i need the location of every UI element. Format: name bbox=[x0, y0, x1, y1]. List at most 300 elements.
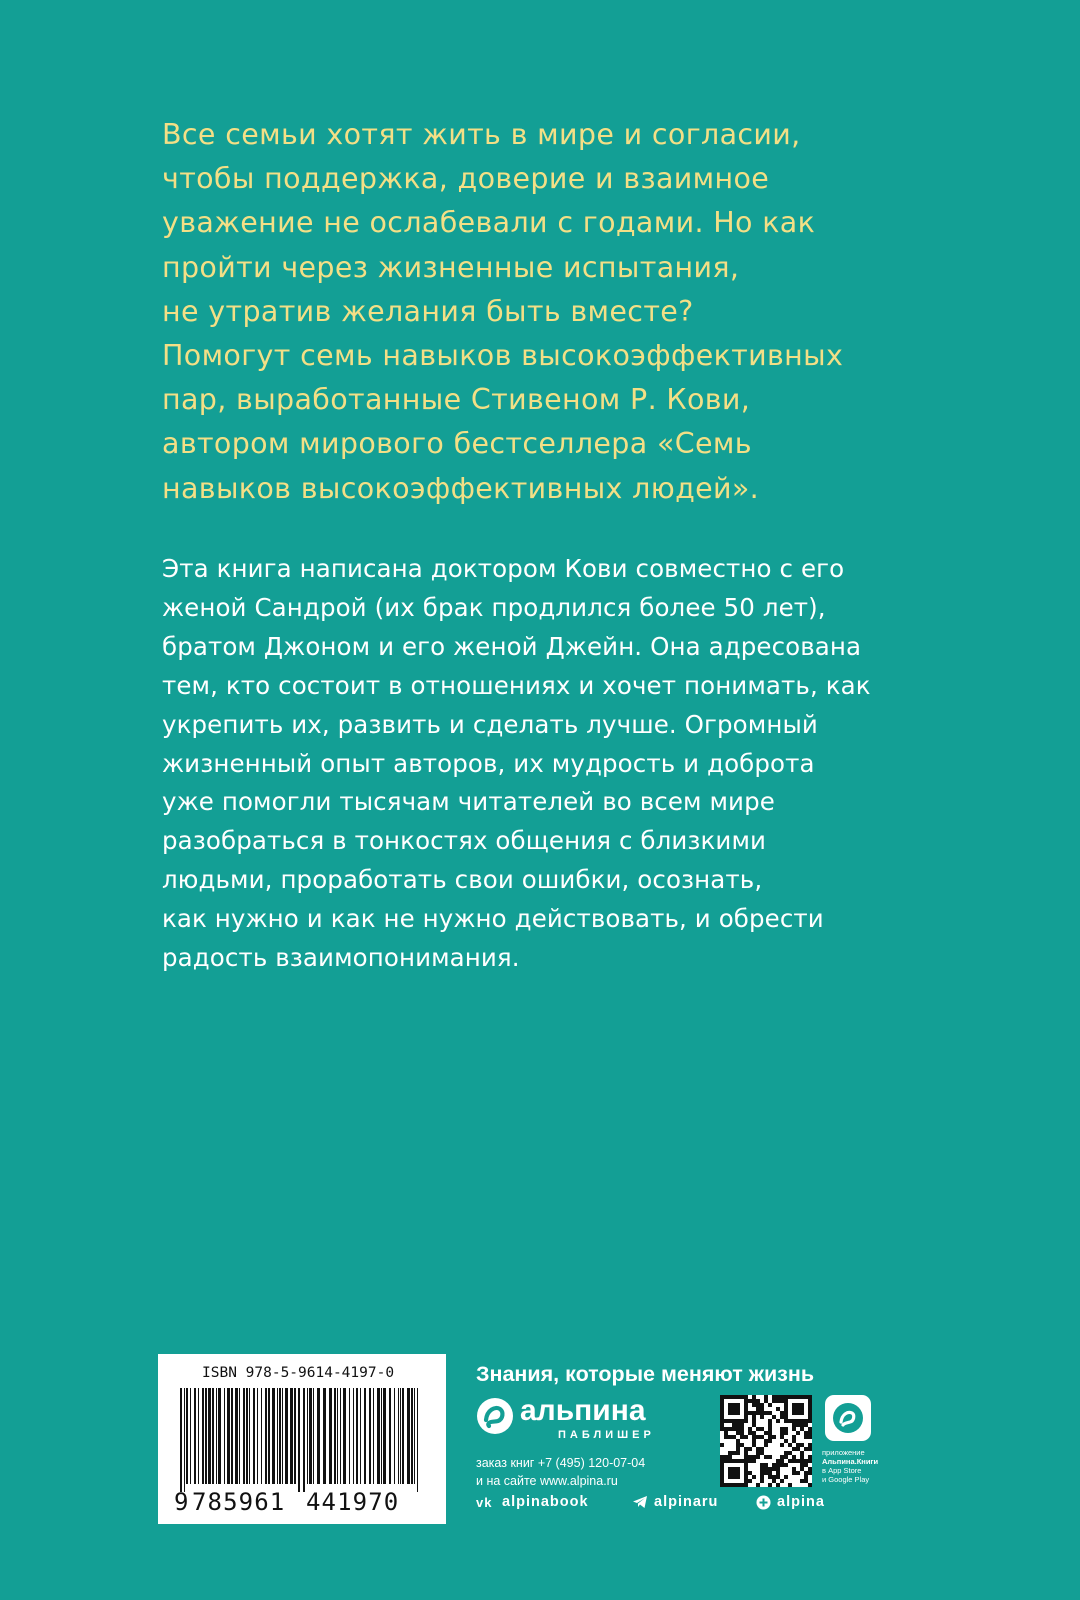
qr-module bbox=[764, 1439, 768, 1443]
barcode-bar bbox=[411, 1388, 413, 1484]
qr-module bbox=[780, 1479, 784, 1483]
qr-module bbox=[744, 1451, 748, 1455]
qr-module bbox=[784, 1475, 788, 1479]
qr-module bbox=[800, 1395, 804, 1399]
barcode-bar bbox=[356, 1388, 358, 1484]
barcode-bar bbox=[402, 1388, 404, 1484]
qr-module bbox=[744, 1475, 748, 1479]
barcode-bar bbox=[329, 1388, 332, 1484]
qr-module bbox=[772, 1467, 776, 1471]
qr-module bbox=[760, 1435, 764, 1439]
qr-module bbox=[736, 1451, 740, 1455]
qr-module bbox=[728, 1407, 732, 1411]
qr-module bbox=[780, 1395, 784, 1399]
isbn-barcode bbox=[158, 1354, 446, 1524]
qr-module bbox=[808, 1399, 812, 1403]
qr-module bbox=[760, 1403, 764, 1407]
qr-module bbox=[772, 1435, 776, 1439]
body-line: Эта книга написана доктором Кови совместно с его bbox=[162, 554, 845, 583]
barcode-bar bbox=[231, 1388, 233, 1484]
qr-module bbox=[756, 1407, 760, 1411]
qr-module bbox=[740, 1423, 744, 1427]
qr-module bbox=[784, 1415, 788, 1419]
qr-module bbox=[752, 1439, 756, 1443]
qr-module bbox=[760, 1411, 764, 1415]
qr-module bbox=[760, 1467, 764, 1471]
qr-module bbox=[800, 1459, 804, 1463]
qr-module bbox=[752, 1423, 756, 1427]
lead-line: чтобы поддержка, доверие и взаимное bbox=[162, 162, 770, 196]
qr-module bbox=[740, 1395, 744, 1399]
qr-module bbox=[744, 1467, 748, 1471]
vk-icon bbox=[476, 1495, 496, 1509]
qr-module bbox=[744, 1419, 748, 1423]
qr-module bbox=[736, 1407, 740, 1411]
qr-module bbox=[732, 1423, 736, 1427]
qr-module bbox=[780, 1463, 784, 1467]
qr-module bbox=[728, 1411, 732, 1415]
barcode-bar bbox=[360, 1388, 361, 1484]
qr-module bbox=[752, 1431, 756, 1435]
barcode-bar bbox=[340, 1388, 341, 1484]
qr-module bbox=[808, 1431, 812, 1435]
qr-module bbox=[792, 1471, 796, 1475]
qr-module bbox=[792, 1427, 796, 1431]
barcode-bar bbox=[398, 1388, 399, 1484]
qr-module bbox=[736, 1395, 740, 1399]
qr-module bbox=[760, 1415, 764, 1419]
qr-module bbox=[756, 1455, 760, 1459]
barcode-bar bbox=[243, 1388, 245, 1484]
qr-module bbox=[744, 1459, 748, 1463]
barcode-bar bbox=[216, 1388, 217, 1484]
qr-module bbox=[728, 1459, 732, 1463]
telegram-link bbox=[632, 1494, 718, 1510]
body-line: братом Джоном и его женой Джейн. Она адресована bbox=[162, 631, 862, 661]
barcode-bar bbox=[212, 1388, 214, 1484]
qr-module bbox=[748, 1479, 752, 1483]
telegram-icon bbox=[632, 1495, 648, 1509]
qr-module bbox=[760, 1447, 764, 1451]
qr-module bbox=[744, 1411, 748, 1415]
qr-module bbox=[740, 1419, 744, 1423]
vk-link bbox=[476, 1494, 589, 1510]
qr-module bbox=[808, 1447, 812, 1451]
order-phone: заказ книг +7 (495) 120-07-04 bbox=[476, 1456, 646, 1470]
qr-module bbox=[744, 1407, 748, 1411]
qr-module bbox=[724, 1435, 728, 1439]
qr-module bbox=[744, 1415, 748, 1419]
qr-module bbox=[764, 1443, 768, 1447]
qr-module bbox=[792, 1419, 796, 1423]
ean-first-digit: 9 bbox=[174, 1488, 189, 1516]
qr-module bbox=[748, 1399, 752, 1403]
qr-module bbox=[768, 1475, 772, 1479]
qr-module bbox=[724, 1455, 728, 1459]
barcode-bar bbox=[377, 1388, 380, 1484]
qr-module bbox=[780, 1459, 784, 1463]
barcode-bar bbox=[417, 1388, 418, 1492]
qr-module bbox=[728, 1483, 732, 1487]
qr-module bbox=[784, 1463, 788, 1467]
qr-module bbox=[744, 1395, 748, 1399]
qr-module bbox=[764, 1467, 768, 1471]
qr-module bbox=[736, 1443, 740, 1447]
qr-module bbox=[752, 1435, 756, 1439]
qr-module bbox=[756, 1403, 760, 1407]
qr-module bbox=[772, 1475, 776, 1479]
qr-module bbox=[776, 1395, 780, 1399]
qr-module bbox=[772, 1463, 776, 1467]
qr-module bbox=[776, 1467, 780, 1471]
qr-module bbox=[728, 1395, 732, 1399]
qr-module bbox=[752, 1475, 756, 1479]
barcode-bar bbox=[323, 1388, 326, 1484]
qr-module bbox=[808, 1443, 812, 1447]
qr-module bbox=[748, 1455, 752, 1459]
qr-module bbox=[720, 1427, 724, 1431]
qr-module bbox=[800, 1427, 804, 1431]
qr-module bbox=[784, 1407, 788, 1411]
body-line: жизненный опыт авторов, их мудрость и доброта bbox=[162, 748, 815, 778]
barcode-bar bbox=[253, 1388, 255, 1484]
qr-module bbox=[752, 1411, 756, 1415]
qr-module bbox=[764, 1399, 768, 1403]
qr-module bbox=[804, 1395, 808, 1399]
barcode-bar bbox=[373, 1388, 374, 1484]
qr-module bbox=[800, 1423, 804, 1427]
qr-module bbox=[732, 1459, 736, 1463]
qr-module bbox=[720, 1395, 724, 1399]
lead-line: автором мирового бестселлера «Семь bbox=[162, 427, 752, 461]
qr-module bbox=[784, 1403, 788, 1407]
qr-module bbox=[800, 1407, 804, 1411]
qr-module bbox=[780, 1415, 784, 1419]
barcode-bar bbox=[235, 1388, 238, 1484]
qr-module bbox=[732, 1451, 736, 1455]
barcode-bar bbox=[394, 1388, 395, 1484]
qr-module bbox=[732, 1467, 736, 1471]
qr-module bbox=[772, 1395, 776, 1399]
qr-module bbox=[724, 1419, 728, 1423]
qr-module bbox=[772, 1399, 776, 1403]
app-caption: приложение bbox=[822, 1448, 865, 1457]
qr-module bbox=[796, 1431, 800, 1435]
qr-module bbox=[748, 1427, 752, 1431]
qr-module bbox=[760, 1427, 764, 1431]
qr-module bbox=[780, 1443, 784, 1447]
qr-module bbox=[748, 1431, 752, 1435]
qr-module bbox=[784, 1431, 788, 1435]
qr-module bbox=[760, 1407, 764, 1411]
barcode-bar bbox=[279, 1388, 281, 1484]
qr-module bbox=[768, 1471, 772, 1475]
qr-module bbox=[788, 1459, 792, 1463]
qr-module bbox=[736, 1419, 740, 1423]
barcode-bar bbox=[190, 1388, 191, 1484]
barcode-bar bbox=[317, 1388, 320, 1484]
publisher-tagline: Знания, которые меняют жизнь bbox=[476, 1362, 815, 1386]
qr-module bbox=[760, 1475, 764, 1479]
barcode-bar bbox=[290, 1388, 293, 1484]
barcode-bar bbox=[381, 1388, 382, 1484]
barcode-bar bbox=[224, 1388, 225, 1484]
qr-module bbox=[792, 1407, 796, 1411]
barcode-bar bbox=[383, 1388, 386, 1484]
qr-module bbox=[724, 1427, 728, 1431]
lead-line: пар, выработанные Стивеном Р. Кови, bbox=[162, 383, 751, 417]
barcode-bar bbox=[337, 1388, 338, 1484]
qr-module bbox=[784, 1439, 788, 1443]
barcode-bar bbox=[414, 1388, 415, 1484]
barcode-bar bbox=[246, 1388, 248, 1484]
qr-module bbox=[780, 1427, 784, 1431]
qr-module bbox=[808, 1459, 812, 1463]
qr-module bbox=[756, 1483, 760, 1487]
qr-module bbox=[780, 1411, 784, 1415]
qr-module bbox=[728, 1403, 732, 1407]
qr-module bbox=[736, 1467, 740, 1471]
qr-module bbox=[792, 1423, 796, 1427]
qr-module bbox=[784, 1399, 788, 1403]
qr-module bbox=[808, 1483, 812, 1487]
barcode-bar bbox=[268, 1388, 270, 1484]
lead-line: Помогут семь навыков высокоэффективных bbox=[162, 339, 844, 373]
qr-module bbox=[804, 1463, 808, 1467]
qr-module bbox=[792, 1455, 796, 1459]
qr-module bbox=[732, 1435, 736, 1439]
qr-module bbox=[744, 1455, 748, 1459]
qr-module bbox=[732, 1427, 736, 1431]
body-line: как нужно и как не нужно действовать, и обрести bbox=[162, 904, 824, 934]
barcode-bar bbox=[364, 1388, 366, 1484]
barcode-bar bbox=[307, 1388, 308, 1484]
qr-module bbox=[768, 1455, 772, 1459]
qr-module bbox=[772, 1415, 776, 1419]
qr-module bbox=[732, 1471, 736, 1475]
qr-module bbox=[736, 1439, 740, 1443]
publisher-subtitle: ПАБЛИШЕР bbox=[558, 1429, 655, 1441]
barcode-bar bbox=[294, 1388, 296, 1484]
qr-module bbox=[728, 1467, 732, 1471]
qr-module bbox=[808, 1415, 812, 1419]
qr-module bbox=[792, 1411, 796, 1415]
barcode-bar bbox=[186, 1388, 188, 1484]
qr-module bbox=[768, 1427, 772, 1431]
qr-module bbox=[728, 1475, 732, 1479]
plus-circle-icon bbox=[756, 1495, 771, 1510]
qr-module bbox=[744, 1403, 748, 1407]
barcode-bar bbox=[282, 1388, 283, 1484]
qr-module bbox=[776, 1463, 780, 1467]
qr-module bbox=[796, 1407, 800, 1411]
qr-module bbox=[768, 1431, 772, 1435]
qr-module bbox=[736, 1411, 740, 1415]
qr-module bbox=[776, 1399, 780, 1403]
barcode-bar bbox=[202, 1388, 204, 1484]
qr-module bbox=[760, 1471, 764, 1475]
qr-module bbox=[744, 1435, 748, 1439]
qr-module bbox=[800, 1443, 804, 1447]
lead-line: навыков высокоэффективных людей». bbox=[162, 471, 760, 505]
barcode-bar bbox=[198, 1388, 199, 1484]
qr-module bbox=[792, 1459, 796, 1463]
qr-module bbox=[796, 1423, 800, 1427]
qr-module bbox=[728, 1471, 732, 1475]
qr-module bbox=[792, 1467, 796, 1471]
qr-module bbox=[776, 1475, 780, 1479]
qr-module bbox=[752, 1443, 756, 1447]
qr-module bbox=[784, 1451, 788, 1455]
qr-module bbox=[760, 1463, 764, 1467]
qr-module bbox=[800, 1467, 804, 1471]
qr-module bbox=[744, 1399, 748, 1403]
body-line: женой Сандрой (их брак продлился более 50 лет), bbox=[162, 592, 826, 622]
qr-module bbox=[752, 1455, 756, 1459]
barcode-bar bbox=[309, 1388, 312, 1484]
qr-module bbox=[732, 1407, 736, 1411]
qr-module bbox=[800, 1479, 804, 1483]
qr-module bbox=[764, 1411, 768, 1415]
qr-module bbox=[744, 1463, 748, 1467]
app-name: Альпина.Книги bbox=[822, 1457, 879, 1466]
qr-module bbox=[736, 1447, 740, 1451]
qr-module bbox=[796, 1459, 800, 1463]
body-line: людьми, проработать свои ошибки, осознать, bbox=[162, 865, 763, 895]
qr-module bbox=[788, 1443, 792, 1447]
qr-module bbox=[768, 1411, 772, 1415]
qr-module bbox=[796, 1411, 800, 1415]
qr-module bbox=[720, 1475, 724, 1479]
qr-module bbox=[804, 1435, 808, 1439]
qr-module bbox=[732, 1419, 736, 1423]
qr-module bbox=[788, 1395, 792, 1399]
qr-code bbox=[720, 1395, 812, 1487]
telegram-handle: alpinaru bbox=[654, 1494, 719, 1510]
qr-module bbox=[784, 1395, 788, 1399]
qr-module bbox=[752, 1403, 756, 1407]
ean-right-digits: 441970 bbox=[306, 1488, 400, 1516]
qr-module bbox=[720, 1483, 724, 1487]
barcode-bar bbox=[272, 1388, 275, 1484]
qr-module bbox=[808, 1403, 812, 1407]
barcode-bar bbox=[194, 1388, 196, 1484]
vk-handle: alpinabook bbox=[502, 1494, 589, 1510]
qr-module bbox=[720, 1459, 724, 1463]
qr-module bbox=[768, 1403, 772, 1407]
qr-module bbox=[776, 1483, 780, 1487]
barcode-bar bbox=[218, 1388, 221, 1484]
qr-module bbox=[764, 1395, 768, 1399]
barcode-bar bbox=[407, 1388, 410, 1484]
qr-module bbox=[736, 1403, 740, 1407]
barcode-bar bbox=[277, 1388, 278, 1484]
barcode-bar bbox=[303, 1388, 305, 1492]
barcode-bar bbox=[180, 1388, 182, 1492]
qr-module bbox=[804, 1475, 808, 1479]
qr-module bbox=[748, 1411, 752, 1415]
qr-module bbox=[720, 1467, 724, 1471]
barcode-bars bbox=[180, 1388, 424, 1492]
qr-module bbox=[752, 1415, 756, 1419]
qr-module bbox=[728, 1427, 732, 1431]
publisher-name: альпина bbox=[520, 1394, 646, 1427]
qr-module bbox=[740, 1443, 744, 1447]
qr-module bbox=[768, 1439, 772, 1443]
barcode-bar bbox=[298, 1388, 300, 1492]
qr-module bbox=[756, 1427, 760, 1431]
body-line: разобраться в тонкостях общения с близкими bbox=[162, 826, 767, 856]
qr-module bbox=[744, 1479, 748, 1483]
qr-module bbox=[776, 1471, 780, 1475]
qr-module bbox=[720, 1419, 724, 1423]
qr-module bbox=[756, 1451, 760, 1455]
qr-module bbox=[764, 1431, 768, 1435]
barcode-bar bbox=[261, 1388, 262, 1484]
qr-module bbox=[792, 1439, 796, 1443]
qr-module bbox=[784, 1427, 788, 1431]
qr-module bbox=[752, 1419, 756, 1423]
qr-module bbox=[720, 1407, 724, 1411]
qr-module bbox=[796, 1419, 800, 1423]
barcode-bar bbox=[208, 1388, 211, 1484]
qr-module bbox=[804, 1431, 808, 1435]
qr-module bbox=[784, 1419, 788, 1423]
qr-module bbox=[804, 1447, 808, 1451]
barcode-bar bbox=[265, 1388, 267, 1484]
qr-module bbox=[740, 1427, 744, 1431]
qr-module bbox=[736, 1459, 740, 1463]
qr-module bbox=[724, 1431, 728, 1435]
app-google-play: и Google Play bbox=[822, 1475, 870, 1484]
qr-module bbox=[732, 1483, 736, 1487]
qr-module bbox=[732, 1403, 736, 1407]
qr-module bbox=[808, 1467, 812, 1471]
barcode-bar bbox=[369, 1388, 371, 1484]
qr-module bbox=[780, 1455, 784, 1459]
qr-module bbox=[756, 1447, 760, 1451]
barcode-bar bbox=[257, 1388, 258, 1484]
qr-module bbox=[808, 1427, 812, 1431]
qr-module bbox=[720, 1399, 724, 1403]
qr-module bbox=[788, 1451, 792, 1455]
qr-module bbox=[784, 1455, 788, 1459]
qr-module bbox=[772, 1479, 776, 1483]
qr-module bbox=[736, 1483, 740, 1487]
qr-module bbox=[740, 1459, 744, 1463]
qr-module bbox=[724, 1483, 728, 1487]
ean-left-digits: 785961 bbox=[192, 1488, 286, 1516]
barcode-bar bbox=[184, 1388, 185, 1492]
qr-module bbox=[796, 1403, 800, 1407]
barcode-bar bbox=[249, 1388, 250, 1484]
body-line: тем, кто состоит в отношениях и хочет понимать, как bbox=[162, 670, 871, 700]
qr-module bbox=[728, 1451, 732, 1455]
qr-module bbox=[796, 1447, 800, 1451]
qr-module bbox=[728, 1455, 732, 1459]
qr-module bbox=[724, 1459, 728, 1463]
qr-module bbox=[752, 1399, 756, 1403]
lead-line: пройти через жизненные испытания, bbox=[162, 250, 740, 284]
qr-module bbox=[736, 1431, 740, 1435]
qr-module bbox=[752, 1395, 756, 1399]
qr-module bbox=[760, 1479, 764, 1483]
qr-module bbox=[792, 1395, 796, 1399]
lead-line: уважение не ослабевали с годами. Но как bbox=[162, 206, 816, 240]
qr-module bbox=[720, 1463, 724, 1467]
barcode-bar bbox=[334, 1388, 336, 1484]
qr-module bbox=[788, 1419, 792, 1423]
